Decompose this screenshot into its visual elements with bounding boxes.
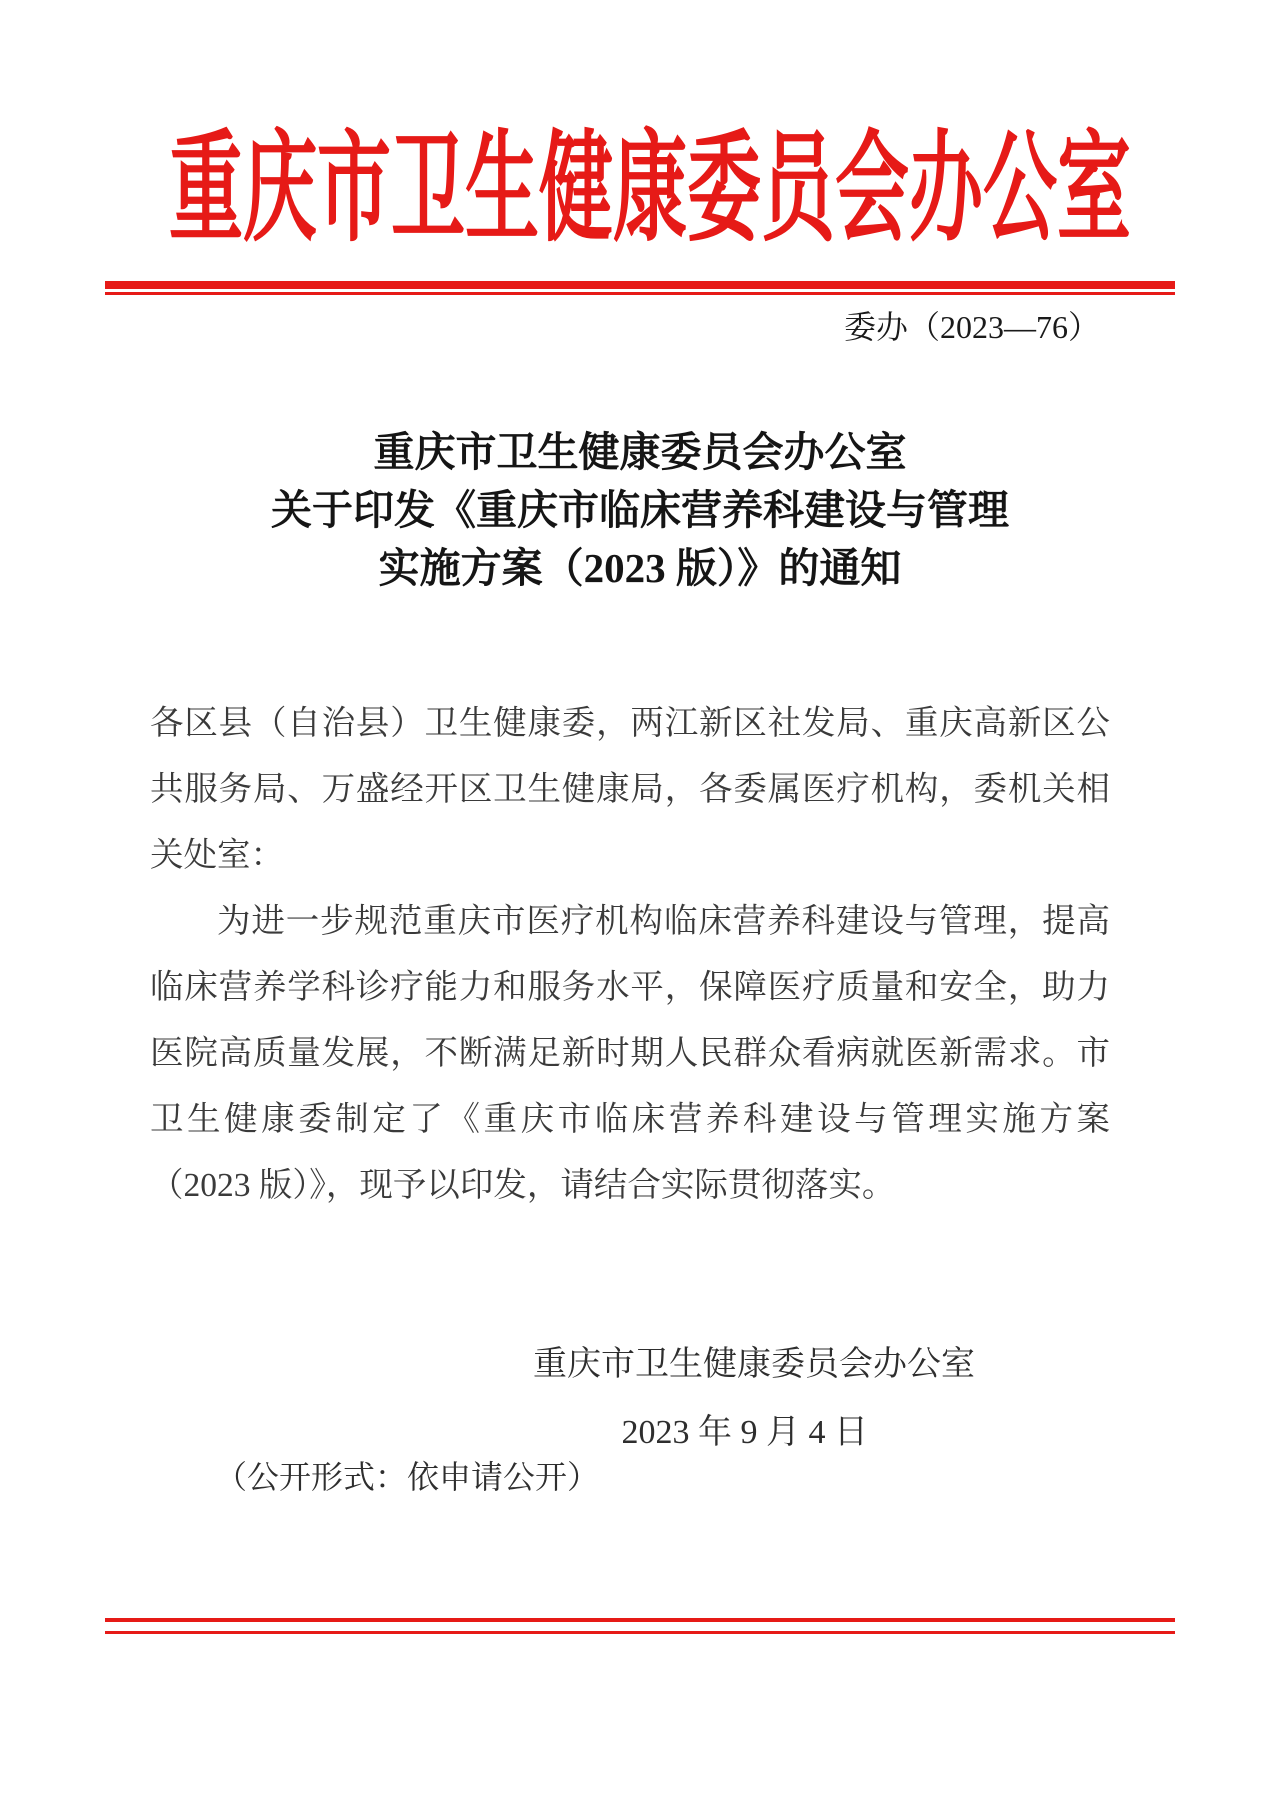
colophon-divider	[105, 1618, 1175, 1634]
main-paragraph: 为进一步规范重庆市医疗机构临床营养科建设与管理，提高临床营养学科诊疗能力和服务水平，保障医疗质量和安全，助力医院高质量发展，不断满足新时期人民群众看病就医新需求。市卫生健康委制定了《重庆市临床营养科建设与管理实施方案（2023 版）》，现予以印发，请结合实际贯彻落实。	[150, 903, 1110, 1204]
document-body	[105, 691, 1175, 1219]
colophon-line-2	[105, 1631, 1175, 1634]
title-line-2: 关于印发《重庆市临床营养科建设与管理	[271, 487, 1009, 533]
divider-thick-line	[105, 281, 1175, 289]
title-line-1: 重庆市卫生健康委员会办公室	[373, 429, 907, 475]
red-header	[0, 0, 1280, 265]
disclosure-note: （公开形式：依申请公开）	[215, 1459, 600, 1495]
divider-thin-line	[105, 292, 1175, 295]
signature-organization: 重庆市卫生健康委员会办公室	[533, 1346, 975, 1383]
page-content	[0, 281, 1280, 1219]
document-title	[105, 423, 1175, 597]
issuing-agency-masthead: 重庆市卫生健康委员会办公室	[169, 122, 1131, 256]
signature-date: 2023 年 9 月 4 日	[621, 1414, 868, 1451]
document-number: 委办（2023—76）	[843, 309, 1100, 345]
recipients-paragraph: 各区县（自治县）卫生健康委，两江新区社发局、重庆高新区公共服务局、万盛经开区卫生健康局，各委属医疗机构，委机关相关处室：	[150, 705, 1110, 874]
masthead-divider	[105, 281, 1175, 295]
title-line-3: 实施方案（2023 版）》的通知	[378, 545, 902, 591]
